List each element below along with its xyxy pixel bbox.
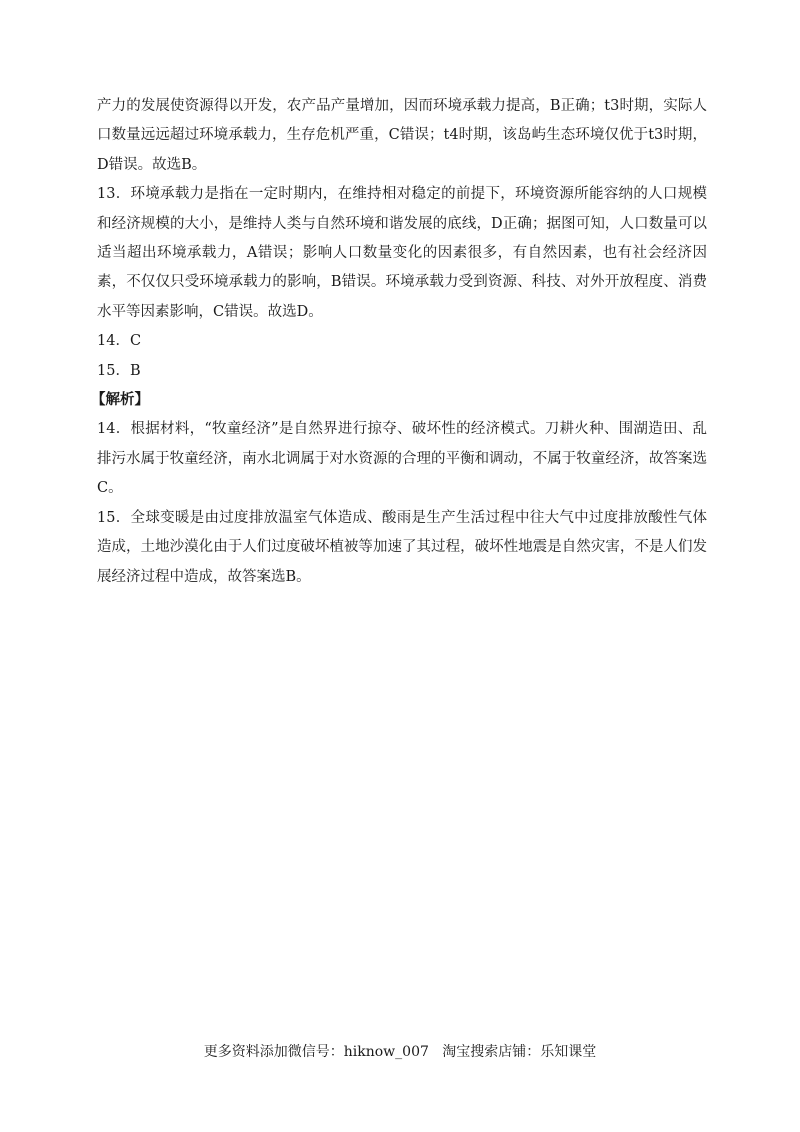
answer-15: 15．B bbox=[97, 362, 141, 379]
document-body bbox=[91, 92, 707, 592]
paragraph-15: 15．全球变暖是由过度排放温室气体造成、酸雨是生产生活过程中往大气中过度排放酸性气体造成，土地沙漠化由于人们过度破坏植被等加速了其过程，破坏性地震是自然灾害，不是人们发展经济过程中造成，故答案选B。 bbox=[97, 509, 707, 585]
page-footer bbox=[0, 1042, 800, 1062]
paragraph-13: 13．环境承载力是指在一定时期内，在维持相对稳定的前提下，环境资源所能容纳的人口规模和经济规模的大小，是维持人类与自然环境和谐发展的底线，D正确；据图可知，人口数量可以适当超出环境承载力，A错误；影响人口数量变化的因素很多，有自然因素，也有社会经济因素，不仅仅只受环境承载力的影响，B错误。环境承载力受到资源、科技、对外开放程度、消费水平等因素影响，C错误。故选D。 bbox=[97, 186, 707, 320]
analysis-heading: 【解析】 bbox=[91, 392, 149, 409]
footer-text: 更多资料添加微信号：hiknow_007 淘宝搜索店铺：乐知课堂 bbox=[203, 1044, 597, 1060]
paragraph-14: 14．根据材料，“牧童经济”是自然界进行掠夺、破坏性的经济模式。刀耕火种、围湖造田、乱排污水属于牧童经济，南水北调属于对水资源的合理的平衡和调动，不属于牧童经济，故答案选C。 bbox=[97, 421, 707, 497]
paragraph-continuation: 产力的发展使资源得以开发，农产品产量增加，因而环境承载力提高，B正确；t3时期，实际人口数量远远超过环境承载力，生存危机严重，C错误；t4时期，该岛屿生态环境仅优于t3时期，D错误。故选B。 bbox=[97, 98, 707, 173]
answer-14: 14．C bbox=[97, 333, 142, 350]
